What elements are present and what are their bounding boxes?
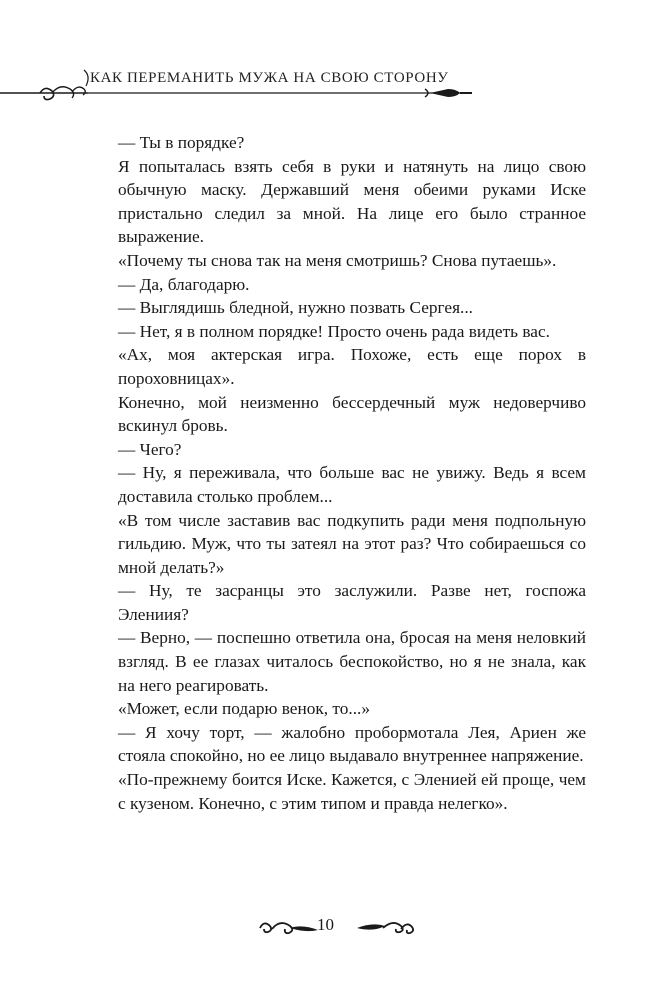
paragraph: «В том числе заставив вас подкупить ради меня подпольную гильдию. Муж, что ты затеял на этот раз? Что собираешься со мной делать?»	[118, 510, 586, 577]
paragraph: «Ах, моя актерская игра. Похоже, есть еще порох в пороховницах».	[118, 345, 586, 388]
paragraph: Я попыталась взять себя в руки и натянуть на лицо свою обычную маску. Державший меня обеими руками Иске пристально следил за мной. На лице его было странное выражение.	[118, 156, 586, 247]
paragraph: Конечно, мой неизменно бессердечный муж недоверчиво вскинул бровь.	[118, 392, 586, 436]
running-header	[0, 62, 651, 106]
paragraph: — Выглядишь бледной, нужно позвать Сергея...	[118, 298, 473, 318]
paragraph: — Я хочу торт, — жалобно пробормотала Лея, Ариен же стояла спокойно, но ее лицо выдавало внутреннее напряжение.	[118, 722, 586, 766]
right-flourish-icon	[355, 916, 417, 938]
paragraph: — Ну, я переживала, что больше вас не увижу. Ведь я всем доставила столько проблем...	[118, 463, 586, 506]
paragraph: — Ну, те засранцы это заслужили. Разве нет, госпожа Элениия?	[118, 581, 586, 624]
paragraph: «Может, если подарю венок, то...»	[118, 699, 370, 719]
paragraph: — Да, благодарю.	[118, 274, 250, 294]
paragraph: — Ты в порядке?	[118, 133, 245, 152]
running-title: КАК ПЕРЕМАНИТЬ МУЖА НА СВОЮ СТОРОНУ	[90, 70, 449, 86]
paragraph: — Нет, я в полном порядке! Просто очень рада видеть вас.	[118, 321, 550, 341]
page-footer	[0, 910, 651, 944]
paragraph: — Верно, — поспешно ответила она, бросая на меня неловкий взгляд. В ее глазах читалось беспокойство, но я не знала, как на него реагировать.	[118, 628, 586, 695]
paragraph: «Почему ты снова так на меня смотришь? Снова путаешь».	[118, 250, 557, 270]
paragraph: «По-прежнему боится Иске. Кажется, с Эленией ей проще, чем с кузеном. Конечно, с этим типом и правда нелегко».	[118, 770, 586, 813]
paragraph: — Чего?	[118, 439, 182, 459]
page-text	[118, 131, 586, 815]
page-number: 10	[317, 915, 334, 934]
